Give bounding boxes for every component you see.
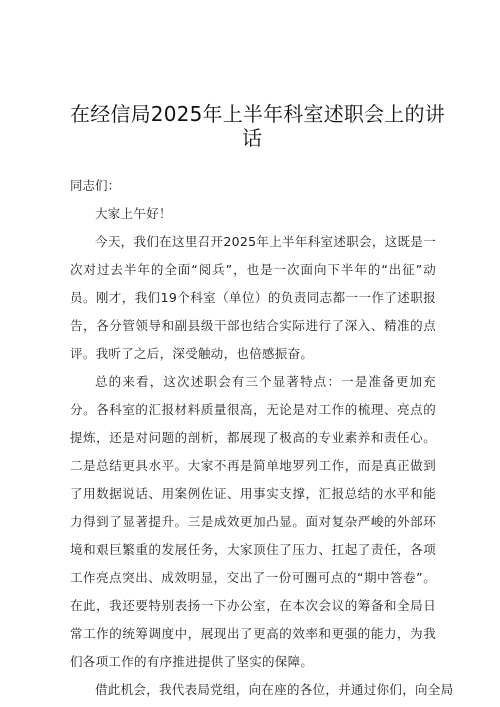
document-body: [70, 172, 454, 704]
body-paragraph-3: 借此机会，我代表局党组，向在座的各位，并通过你们，向全局: [95, 682, 454, 697]
body-paragraph-2: 总的来看，这次述职会有三个显著特点：一是准备更加充分。各科室的汇报材料质量很高，无论是对工作的梳理、亮点的提炼，还是对问题的剖析，都展现了极高的专业素养和责任心。二是总结更具水平。大家不再是简单地罗列工作，而是真正做到了用数据说话、用案例佐证、用事实支撑，汇报总结的水平和能力得到了显著提升。三是成效更加凸显。面对复杂严峻的外部环境和艰巨繁重的发展任务，大家顶住了压力、扛起了责任，各项工作亮点突出、成效明显，交出了一份可圈可点的“期中答卷”。在此，我还要特别表扬一下办公室，在本次会议的筹备和全局日常工作的统筹调度中，展现出了更高的效率和更强的能力，为我们各项工作的有序推进提供了坚实的保障。: [70, 374, 436, 669]
document-title-line-2: 话: [242, 126, 263, 150]
document-title-line-1: 在经信局2025年上半年科室述职会上的讲: [70, 102, 445, 126]
salutation: 同志们：: [70, 178, 121, 193]
greeting: 大家上午好！: [95, 206, 172, 221]
body-paragraph-1: 今天，我们在这里召开2025年上半年科室述职会，这既是一次对过去半年的全面“阅兵”，也是一次面向下半年的“出征”动员。刚才，我们19个科室（单位）的负责同志都一一作了述职报告，各分管领导和副县级干部也结合实际进行了深入、精准的点评。我听了之后，深受触动，也倍感振奋。: [70, 234, 436, 361]
